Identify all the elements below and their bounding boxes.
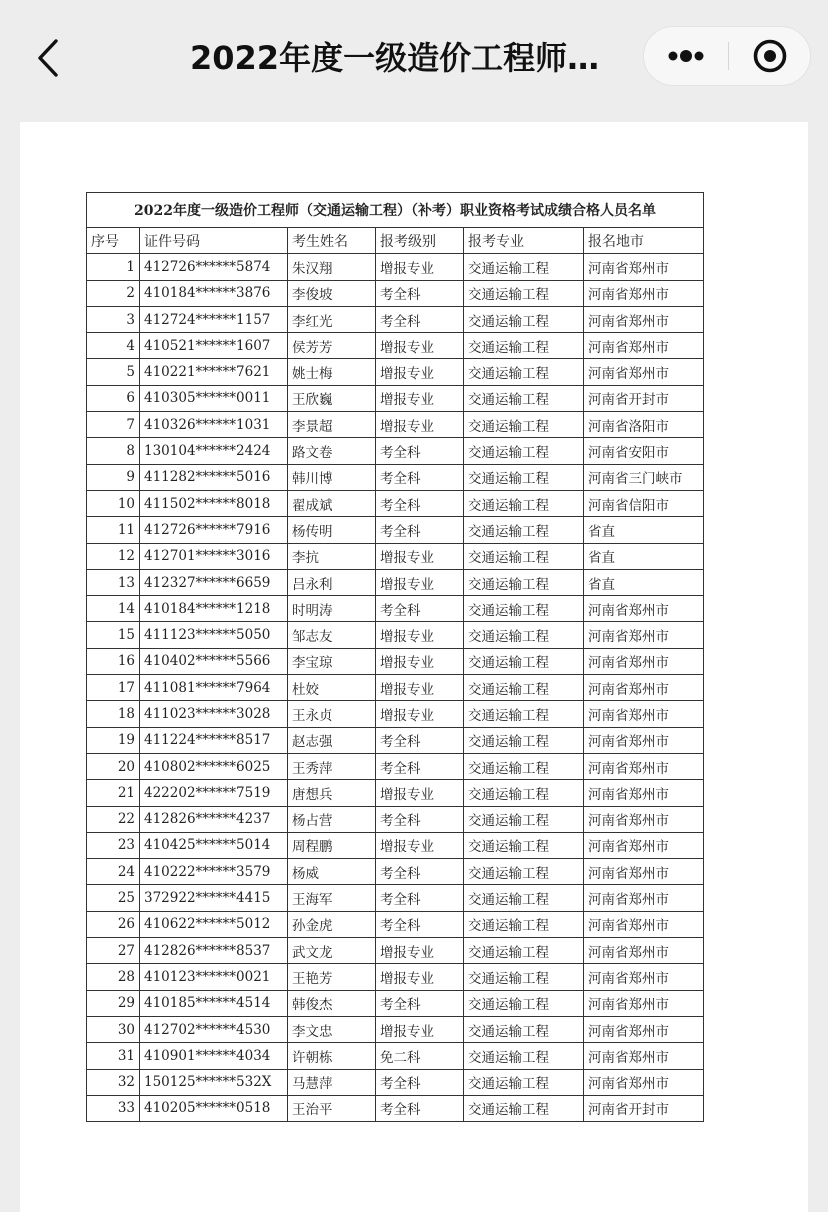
cell-id-number: 412826******4237	[140, 806, 288, 832]
table-row	[87, 517, 704, 543]
cell-id-number: 411502******8018	[140, 490, 288, 516]
cell-level: 考全科	[376, 517, 464, 543]
cell-id-number: 410185******4514	[140, 990, 288, 1016]
cell-name: 李抗	[288, 543, 376, 569]
cell-level: 增报专业	[376, 675, 464, 701]
cell-seq: 2	[87, 280, 140, 306]
header-seq: 序号	[87, 228, 140, 254]
cell-name: 周程鹏	[288, 832, 376, 858]
cell-id-number: 130104******2424	[140, 438, 288, 464]
table-row	[87, 675, 704, 701]
cell-id-number: 411023******3028	[140, 701, 288, 727]
table-row	[87, 648, 704, 674]
cell-seq: 3	[87, 306, 140, 332]
cell-city: 河南省郑州市	[584, 701, 704, 727]
cell-level: 增报专业	[376, 701, 464, 727]
cell-name: 赵志强	[288, 727, 376, 753]
cell-name: 姚士梅	[288, 359, 376, 385]
cell-level: 考全科	[376, 464, 464, 490]
more-button[interactable]	[644, 27, 728, 85]
cell-major: 交通运输工程	[464, 859, 584, 885]
cell-seq: 10	[87, 490, 140, 516]
cell-seq: 28	[87, 964, 140, 990]
table-header-row	[87, 228, 704, 254]
cell-id-number: 411123******5050	[140, 622, 288, 648]
back-button[interactable]	[30, 38, 66, 78]
cell-seq: 30	[87, 1016, 140, 1042]
table-row	[87, 727, 704, 753]
header-level: 报考级别	[376, 228, 464, 254]
cell-id-number: 410305******0011	[140, 385, 288, 411]
table-row	[87, 859, 704, 885]
cell-city: 河南省郑州市	[584, 753, 704, 779]
table-row	[87, 964, 704, 990]
cell-city: 河南省郑州市	[584, 622, 704, 648]
cell-major: 交通运输工程	[464, 1095, 584, 1121]
cell-level: 考全科	[376, 306, 464, 332]
cell-major: 交通运输工程	[464, 412, 584, 438]
cell-name: 李景超	[288, 412, 376, 438]
navigation-bar	[0, 0, 828, 112]
cell-level: 考全科	[376, 490, 464, 516]
cell-seq: 16	[87, 648, 140, 674]
cell-name: 杨传明	[288, 517, 376, 543]
cell-city: 河南省郑州市	[584, 780, 704, 806]
cell-level: 免二科	[376, 1043, 464, 1069]
cell-name: 杨威	[288, 859, 376, 885]
cell-name: 李宝琼	[288, 648, 376, 674]
cell-name: 马慧萍	[288, 1069, 376, 1095]
table-row	[87, 359, 704, 385]
cell-city: 河南省郑州市	[584, 990, 704, 1016]
cell-city: 河南省郑州市	[584, 859, 704, 885]
table-row	[87, 753, 704, 779]
cell-city: 河南省信阳市	[584, 490, 704, 516]
cell-major: 交通运输工程	[464, 306, 584, 332]
cell-major: 交通运输工程	[464, 517, 584, 543]
cell-major: 交通运输工程	[464, 543, 584, 569]
cell-seq: 29	[87, 990, 140, 1016]
cell-major: 交通运输工程	[464, 596, 584, 622]
cell-major: 交通运输工程	[464, 1043, 584, 1069]
cell-city: 河南省郑州市	[584, 1069, 704, 1095]
cell-seq: 33	[87, 1095, 140, 1121]
header-city: 报名地市	[584, 228, 704, 254]
header-name: 考生姓名	[288, 228, 376, 254]
cell-name: 王欣巍	[288, 385, 376, 411]
cell-seq: 25	[87, 885, 140, 911]
page-title: 2022年度一级造价工程师…	[190, 39, 600, 77]
cell-name: 侯芳芳	[288, 333, 376, 359]
cell-name: 李文忠	[288, 1016, 376, 1042]
cell-name: 孙金虎	[288, 911, 376, 937]
target-close-icon	[752, 38, 788, 74]
cell-major: 交通运输工程	[464, 675, 584, 701]
cell-city: 河南省郑州市	[584, 964, 704, 990]
cell-city: 河南省郑州市	[584, 911, 704, 937]
cell-city: 河南省开封市	[584, 1095, 704, 1121]
cell-city: 省直	[584, 517, 704, 543]
cell-level: 考全科	[376, 1069, 464, 1095]
cell-name: 李红光	[288, 306, 376, 332]
cell-name: 韩川博	[288, 464, 376, 490]
cell-id-number: 411081******7964	[140, 675, 288, 701]
cell-city: 河南省郑州市	[584, 1043, 704, 1069]
cell-level: 考全科	[376, 911, 464, 937]
cell-id-number: 410326******1031	[140, 412, 288, 438]
cell-major: 交通运输工程	[464, 1016, 584, 1042]
cell-id-number: 410205******0518	[140, 1095, 288, 1121]
cell-major: 交通运输工程	[464, 806, 584, 832]
cell-seq: 22	[87, 806, 140, 832]
table-row	[87, 1069, 704, 1095]
table-row	[87, 938, 704, 964]
table-row	[87, 596, 704, 622]
cell-city: 河南省郑州市	[584, 885, 704, 911]
cell-name: 王艳芳	[288, 964, 376, 990]
cell-id-number: 410425******5014	[140, 832, 288, 858]
cell-major: 交通运输工程	[464, 438, 584, 464]
cell-city: 河南省郑州市	[584, 306, 704, 332]
cell-name: 邹志友	[288, 622, 376, 648]
table-row	[87, 990, 704, 1016]
cell-level: 增报专业	[376, 254, 464, 280]
cell-level: 增报专业	[376, 832, 464, 858]
cell-seq: 4	[87, 333, 140, 359]
table-caption-row	[87, 193, 704, 228]
table-row	[87, 438, 704, 464]
table-row	[87, 1095, 704, 1121]
cell-major: 交通运输工程	[464, 490, 584, 516]
table-row	[87, 490, 704, 516]
table-row	[87, 543, 704, 569]
cell-id-number: 410184******3876	[140, 280, 288, 306]
cell-seq: 21	[87, 780, 140, 806]
cell-id-number: 372922******4415	[140, 885, 288, 911]
cell-major: 交通运输工程	[464, 464, 584, 490]
document-page	[20, 122, 808, 1212]
cell-level: 增报专业	[376, 569, 464, 595]
cell-major: 交通运输工程	[464, 885, 584, 911]
cell-city: 河南省开封市	[584, 385, 704, 411]
cell-name: 武文龙	[288, 938, 376, 964]
cell-major: 交通运输工程	[464, 280, 584, 306]
cell-name: 时明涛	[288, 596, 376, 622]
table-caption: 2022年度一级造价工程师（交通运输工程）（补考）职业资格考试成绩合格人员名单	[87, 193, 704, 228]
cell-level: 增报专业	[376, 359, 464, 385]
cell-id-number: 412702******4530	[140, 1016, 288, 1042]
cell-major: 交通运输工程	[464, 385, 584, 411]
cell-major: 交通运输工程	[464, 832, 584, 858]
cell-level: 考全科	[376, 727, 464, 753]
cell-name: 王海军	[288, 885, 376, 911]
cell-major: 交通运输工程	[464, 753, 584, 779]
cell-major: 交通运输工程	[464, 701, 584, 727]
cell-city: 河南省郑州市	[584, 648, 704, 674]
cell-city: 河南省郑州市	[584, 938, 704, 964]
cell-id-number: 422202******7519	[140, 780, 288, 806]
more-dots-icon	[666, 50, 706, 62]
cell-level: 考全科	[376, 885, 464, 911]
table-row	[87, 832, 704, 858]
cell-name: 韩俊杰	[288, 990, 376, 1016]
table-row	[87, 569, 704, 595]
cell-city: 河南省郑州市	[584, 806, 704, 832]
cell-level: 考全科	[376, 1095, 464, 1121]
cell-id-number: 410221******7621	[140, 359, 288, 385]
cell-id-number: 410802******6025	[140, 753, 288, 779]
cell-major: 交通运输工程	[464, 622, 584, 648]
cell-level: 增报专业	[376, 333, 464, 359]
cell-level: 考全科	[376, 859, 464, 885]
cell-level: 增报专业	[376, 648, 464, 674]
cell-seq: 24	[87, 859, 140, 885]
cell-name: 王永贞	[288, 701, 376, 727]
table-row	[87, 1043, 704, 1069]
cell-seq: 32	[87, 1069, 140, 1095]
cell-name: 王治平	[288, 1095, 376, 1121]
cell-id-number: 412826******8537	[140, 938, 288, 964]
cell-seq: 17	[87, 675, 140, 701]
cell-level: 考全科	[376, 806, 464, 832]
cell-name: 翟成斌	[288, 490, 376, 516]
cell-level: 考全科	[376, 596, 464, 622]
cell-city: 河南省郑州市	[584, 675, 704, 701]
cell-id-number: 150125******532X	[140, 1069, 288, 1095]
table-row	[87, 464, 704, 490]
cell-id-number: 410222******3579	[140, 859, 288, 885]
header-major: 报考专业	[464, 228, 584, 254]
close-button[interactable]	[729, 27, 811, 85]
cell-major: 交通运输工程	[464, 990, 584, 1016]
table-row	[87, 412, 704, 438]
cell-level: 考全科	[376, 280, 464, 306]
cell-level: 增报专业	[376, 543, 464, 569]
cell-major: 交通运输工程	[464, 911, 584, 937]
cell-level: 考全科	[376, 990, 464, 1016]
cell-id-number: 412327******6659	[140, 569, 288, 595]
table-row	[87, 385, 704, 411]
cell-major: 交通运输工程	[464, 727, 584, 753]
cell-level: 增报专业	[376, 412, 464, 438]
cell-seq: 26	[87, 911, 140, 937]
cell-city: 河南省郑州市	[584, 727, 704, 753]
table-row	[87, 1016, 704, 1042]
cell-name: 路文卷	[288, 438, 376, 464]
table-row	[87, 911, 704, 937]
cell-id-number: 410184******1218	[140, 596, 288, 622]
cell-seq: 15	[87, 622, 140, 648]
table-row	[87, 622, 704, 648]
cell-major: 交通运输工程	[464, 964, 584, 990]
cell-major: 交通运输工程	[464, 569, 584, 595]
cell-major: 交通运输工程	[464, 359, 584, 385]
cell-seq: 14	[87, 596, 140, 622]
cell-level: 增报专业	[376, 964, 464, 990]
table-row	[87, 885, 704, 911]
cell-seq: 6	[87, 385, 140, 411]
results-table	[86, 192, 704, 1122]
cell-city: 河南省洛阳市	[584, 412, 704, 438]
cell-city: 河南省郑州市	[584, 254, 704, 280]
cell-level: 增报专业	[376, 622, 464, 648]
cell-id-number: 410901******4034	[140, 1043, 288, 1069]
cell-id-number: 412701******3016	[140, 543, 288, 569]
header-id-number: 证件号码	[140, 228, 288, 254]
cell-seq: 23	[87, 832, 140, 858]
cell-seq: 5	[87, 359, 140, 385]
cell-name: 李俊坡	[288, 280, 376, 306]
cell-major: 交通运输工程	[464, 938, 584, 964]
cell-name: 许朝栋	[288, 1043, 376, 1069]
cell-seq: 11	[87, 517, 140, 543]
cell-name: 吕永利	[288, 569, 376, 595]
cell-city: 河南省三门峡市	[584, 464, 704, 490]
cell-level: 增报专业	[376, 938, 464, 964]
cell-level: 考全科	[376, 753, 464, 779]
cell-id-number: 412726******5874	[140, 254, 288, 280]
cell-seq: 31	[87, 1043, 140, 1069]
cell-major: 交通运输工程	[464, 254, 584, 280]
cell-id-number: 412726******7916	[140, 517, 288, 543]
cell-seq: 9	[87, 464, 140, 490]
table-row	[87, 280, 704, 306]
table-row	[87, 701, 704, 727]
table-row	[87, 306, 704, 332]
cell-city: 河南省郑州市	[584, 596, 704, 622]
cell-seq: 12	[87, 543, 140, 569]
cell-seq: 20	[87, 753, 140, 779]
cell-name: 杨占营	[288, 806, 376, 832]
table-row	[87, 806, 704, 832]
cell-id-number: 411282******5016	[140, 464, 288, 490]
table-row	[87, 254, 704, 280]
chevron-left-icon	[36, 38, 60, 78]
cell-city: 河南省郑州市	[584, 359, 704, 385]
cell-name: 杜姣	[288, 675, 376, 701]
cell-id-number: 410521******1607	[140, 333, 288, 359]
cell-level: 考全科	[376, 438, 464, 464]
cell-seq: 8	[87, 438, 140, 464]
cell-city: 省直	[584, 569, 704, 595]
mini-program-capsule	[643, 26, 811, 86]
cell-id-number: 410123******0021	[140, 964, 288, 990]
cell-id-number: 412724******1157	[140, 306, 288, 332]
cell-level: 增报专业	[376, 385, 464, 411]
cell-seq: 13	[87, 569, 140, 595]
cell-major: 交通运输工程	[464, 780, 584, 806]
cell-id-number: 410402******5566	[140, 648, 288, 674]
cell-city: 河南省郑州市	[584, 1016, 704, 1042]
cell-seq: 18	[87, 701, 140, 727]
cell-city: 河南省郑州市	[584, 280, 704, 306]
cell-level: 增报专业	[376, 1016, 464, 1042]
cell-seq: 1	[87, 254, 140, 280]
cell-id-number: 411224******8517	[140, 727, 288, 753]
cell-major: 交通运输工程	[464, 648, 584, 674]
table-row	[87, 780, 704, 806]
cell-name: 朱汉翔	[288, 254, 376, 280]
cell-city: 河南省郑州市	[584, 832, 704, 858]
cell-city: 河南省安阳市	[584, 438, 704, 464]
cell-city: 河南省郑州市	[584, 333, 704, 359]
cell-major: 交通运输工程	[464, 1069, 584, 1095]
cell-seq: 27	[87, 938, 140, 964]
cell-level: 增报专业	[376, 780, 464, 806]
cell-major: 交通运输工程	[464, 333, 584, 359]
table-row	[87, 333, 704, 359]
cell-city: 省直	[584, 543, 704, 569]
cell-id-number: 410622******5012	[140, 911, 288, 937]
cell-name: 王秀萍	[288, 753, 376, 779]
cell-seq: 7	[87, 412, 140, 438]
cell-seq: 19	[87, 727, 140, 753]
cell-name: 唐想兵	[288, 780, 376, 806]
